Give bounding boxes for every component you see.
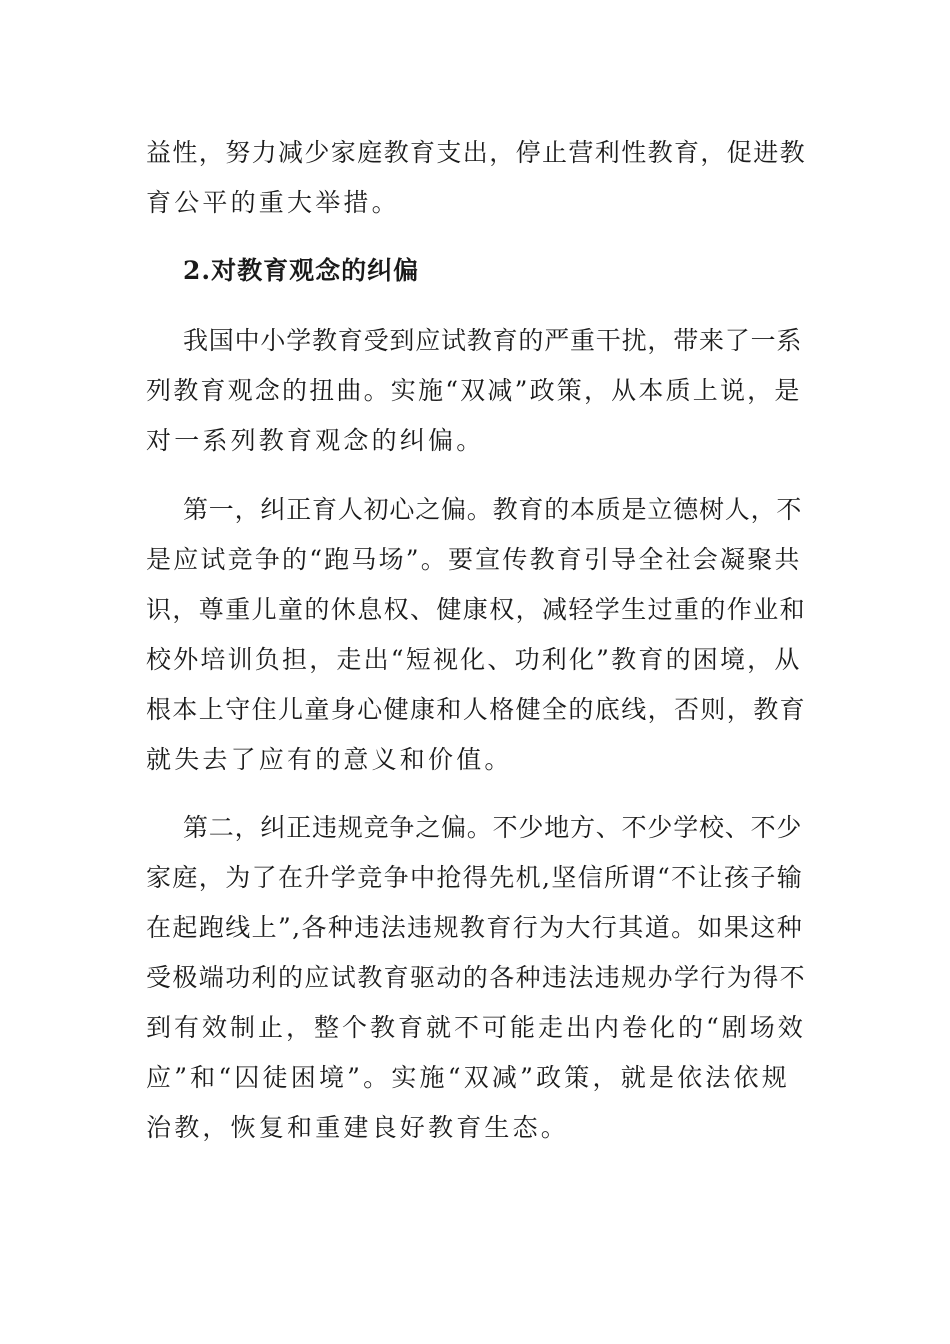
paragraph-line: 家庭，为了在升学竞争中抢得先机,坚信所谓“不让孩子输 bbox=[146, 863, 804, 892]
paragraph-line: 就失去了应有的意义和价值。 bbox=[146, 745, 513, 774]
paragraph-line: 益性，努力减少家庭教育支出，停止营利性教育，促进教 bbox=[146, 138, 807, 167]
paragraph-line: 应”和“囚徒困境”。实施“双减”政策，就是依法依规 bbox=[146, 1063, 790, 1092]
paragraph-line: 第二，纠正违规竞争之偏。不少地方、不少学校、不少 bbox=[183, 813, 803, 842]
paragraph-line: 识，尊重儿童的休息权、健康权，减轻学生过重的作业和 bbox=[146, 595, 807, 624]
paragraph-line: 到有效制止，整个教育就不可能走出内卷化的“剧场效 bbox=[146, 1013, 806, 1042]
paragraph-line: 校外培训负担，走出“短视化、功利化”教育的困境，从 bbox=[146, 645, 802, 674]
paragraph-line: 列教育观念的扭曲。实施“双减”政策，从本质上说，是 bbox=[146, 376, 802, 405]
paragraph-line: 第一，纠正育人初心之偏。教育的本质是立德树人，不 bbox=[183, 495, 803, 524]
paragraph-line: 在起跑线上”,各种违法违规教育行为大行其道。如果这种 bbox=[146, 913, 804, 942]
paragraph-line: 对一系列教育观念的纠偏。 bbox=[146, 426, 485, 455]
paragraph-line: 是应试竞争的“跑马场”。要宣传教育引导全社会凝聚共 bbox=[146, 545, 802, 574]
paragraph-line: 受极端功利的应试教育驱动的各种违法违规办学行为得不 bbox=[146, 963, 807, 992]
paragraph-line: 育公平的重大举措。 bbox=[146, 188, 400, 217]
paragraph-line: 根本上守住儿童身心健康和人格健全的底线，否则，教育 bbox=[146, 695, 807, 724]
section-heading: 2.对教育观念的纠偏 bbox=[183, 256, 420, 285]
paragraph-line: 我国中小学教育受到应试教育的严重干扰，带来了一系 bbox=[183, 326, 803, 355]
paragraph-line: 治教，恢复和重建良好教育生态。 bbox=[146, 1113, 570, 1142]
